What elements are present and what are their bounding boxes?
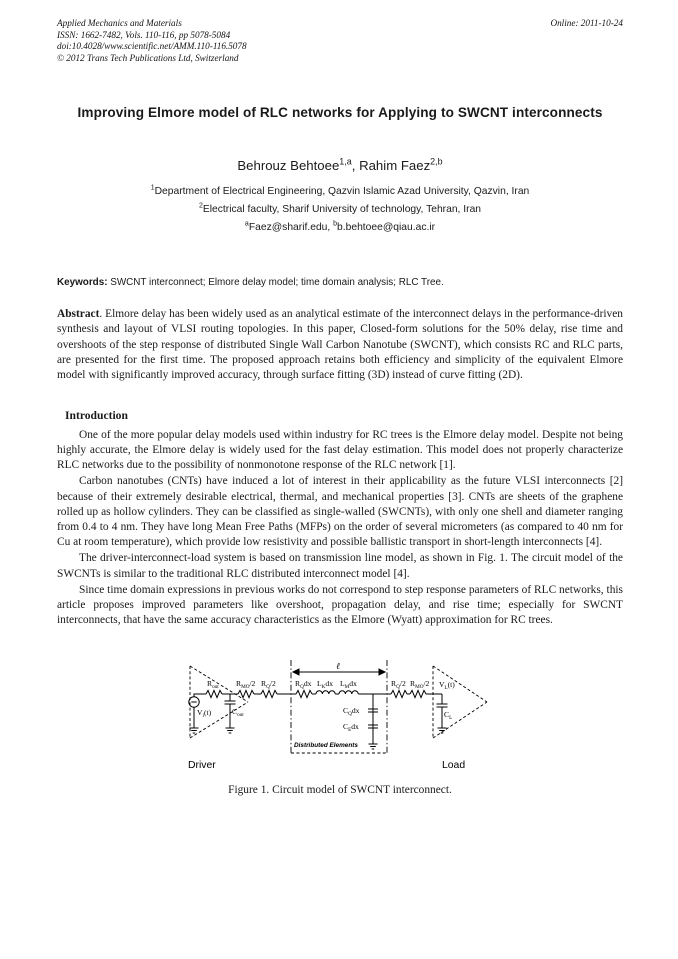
distributed-wiring xyxy=(291,691,387,750)
email-b-address: b.behtoee@qiau.ac.ir xyxy=(337,222,436,234)
label-vi-t: $V_i(t)$ xyxy=(197,708,212,720)
affiliation-2-marker: 2 xyxy=(198,202,203,210)
affiliation-1-marker: 1 xyxy=(150,184,155,192)
affiliation-1-text: Department of Electrical Engineering, Qazvin Islamic Azad University, Qazvin, Iran xyxy=(154,186,530,198)
label-distributed-elements: Distributed Elements xyxy=(294,742,358,750)
affiliation-1 xyxy=(57,184,623,200)
label-c-l: $C_L$ xyxy=(444,710,453,722)
abstract-block xyxy=(57,307,623,382)
masthead-online-date: Online: 2011-10-24 xyxy=(550,18,623,28)
abstract-label: Abstract xyxy=(57,308,100,321)
abstract-text: . Elmore delay has been widely used as an analytical estimate of the interconnect delays in the performance-driven synthesis and layout of VLSI routing topologies. In this paper, Closed-form solutions for the 50% delay, rise time and overshoots of the step response of distributed Single Wall Carbon Nanotube (SWCNT), which consists RC and RLC parts, are presented for the first time. The proposed approach retains both efficiency and simplicity of the equivalent Elmore model with significantly improved accuracy, through surface fitting (3D) instead of curve fitting (2D). xyxy=(57,308,623,381)
figure-1-caption: Figure 1. Circuit model of SWCNT interconnect. xyxy=(228,784,452,797)
masthead-doi-line: doi:10.4028/www.scientific.net/AMM.110-116.5078 xyxy=(57,41,247,52)
author-list xyxy=(57,158,623,174)
intro-paragraph-2: Carbon nanotubes (CNTs) have induced a lot of interest in their applicability as the future VLSI interconnects [2] because of their extremely desirable electrical, thermal, and mechanical properties [3]. CNTs are sheets of the graphene rolled up as hollow cylinders. They can be classified as single-walled (SWCNTs), with only one shell and diameter ranging from 0.4 to 4 nm. They have long Mean Free Paths (MFPs) on the order of several micrometers (as compared to 40 nm for Cu at room temperature), which provide low resistivity and possible ballistic transport in short-length interconnects [4]. xyxy=(57,475,623,549)
page-content xyxy=(57,18,623,796)
keywords-label: Keywords: xyxy=(57,277,108,289)
label-l-kdx: $L_Kdx$ xyxy=(317,679,333,691)
author-one-name: Behrouz Behtoee xyxy=(237,158,340,174)
affiliation-2-text: Electrical faculty, Sharif University of technology, Tehran, Iran xyxy=(202,204,482,216)
label-load: Load xyxy=(442,760,466,772)
label-vl-t: $V_L(t)$ xyxy=(439,680,455,692)
author-one-marker: 1,a xyxy=(339,156,352,167)
driver-triangle xyxy=(190,666,248,738)
intro-paragraph-3: The driver-interconnect-load system is based on transmission line model, as shown in Fig. 1. The circuit model of the SWCNTs is similar to the traditional RLC distributed interconnect model [4]. xyxy=(57,552,623,580)
author-emails xyxy=(57,220,623,236)
label-r-mo-half-left: $R_{MO}/2$ xyxy=(236,679,256,691)
label-r-qdx: $R_Qdx$ xyxy=(295,679,312,691)
label-c-qdx: $C_Qdx$ xyxy=(343,706,360,718)
keywords-line xyxy=(57,276,623,290)
load-triangle xyxy=(433,666,487,738)
masthead-journal-name: Applied Mechanics and Materials xyxy=(57,18,182,28)
figure-1 xyxy=(57,654,623,772)
label-length: ℓ xyxy=(336,661,340,672)
section-heading-introduction: Introduction xyxy=(65,408,128,422)
intro-paragraph-1: One of the more popular delay models used within industry for RC trees is the Elmore delay model. Despite not being highly accurate, the Elmore delay is widely used for the fast delay estimation. This model does not properly characterize RLC networks due to the possibility of nonmonotone response of the RLC network [1]. xyxy=(57,428,623,472)
author-separator: , Rahim Faez xyxy=(351,158,431,174)
author-two-marker: 2,b xyxy=(430,156,443,167)
email-b-marker: b xyxy=(333,220,338,228)
masthead-issn-line: ISSN: 1662-7482, Vols. 110-116, pp 5078-5084 xyxy=(57,29,231,40)
label-r-mo-half-right: $R_{MO}/2$ xyxy=(410,679,430,691)
affiliations xyxy=(57,184,623,236)
email-a-marker: a xyxy=(244,220,249,228)
label-c-edx: $C_Edx$ xyxy=(343,722,359,734)
intro-paragraph-4: Since time domain expressions in previous works do not correspond to step response parameters of RLC networks, this article proposes improved parameters like overshoot, propagation delay, and rise time; especially for SWCNT interconnects, that have the same accuracy characteristics as the Elmore (Wyatt) approximation for RC trees. xyxy=(57,583,623,627)
email-a-address: Faez@sharif.edu, xyxy=(248,222,334,234)
circuit-diagram-svg xyxy=(180,654,500,772)
label-r-out: $R_{out}$ xyxy=(207,679,219,691)
paper-title: Improving Elmore model of RLC networks for Applying to SWCNT interconnects xyxy=(77,105,603,121)
affiliation-2 xyxy=(57,202,623,218)
masthead xyxy=(57,18,623,64)
masthead-copyright: © 2012 Trans Tech Publications Ltd, Switzerland xyxy=(57,52,239,63)
label-c-out: $C_{out}$ xyxy=(232,707,244,719)
keywords-value: SWCNT interconnect; Elmore delay model; time domain analysis; RLC Tree. xyxy=(107,277,444,289)
load-wiring xyxy=(387,691,448,734)
label-l-mdx: $L_Mdx$ xyxy=(340,679,357,691)
label-r-q-half-left: $R_Q/2$ xyxy=(261,679,276,691)
label-driver: Driver xyxy=(188,760,216,772)
label-r-q-half-right: $R_Q/2$ xyxy=(391,679,406,691)
